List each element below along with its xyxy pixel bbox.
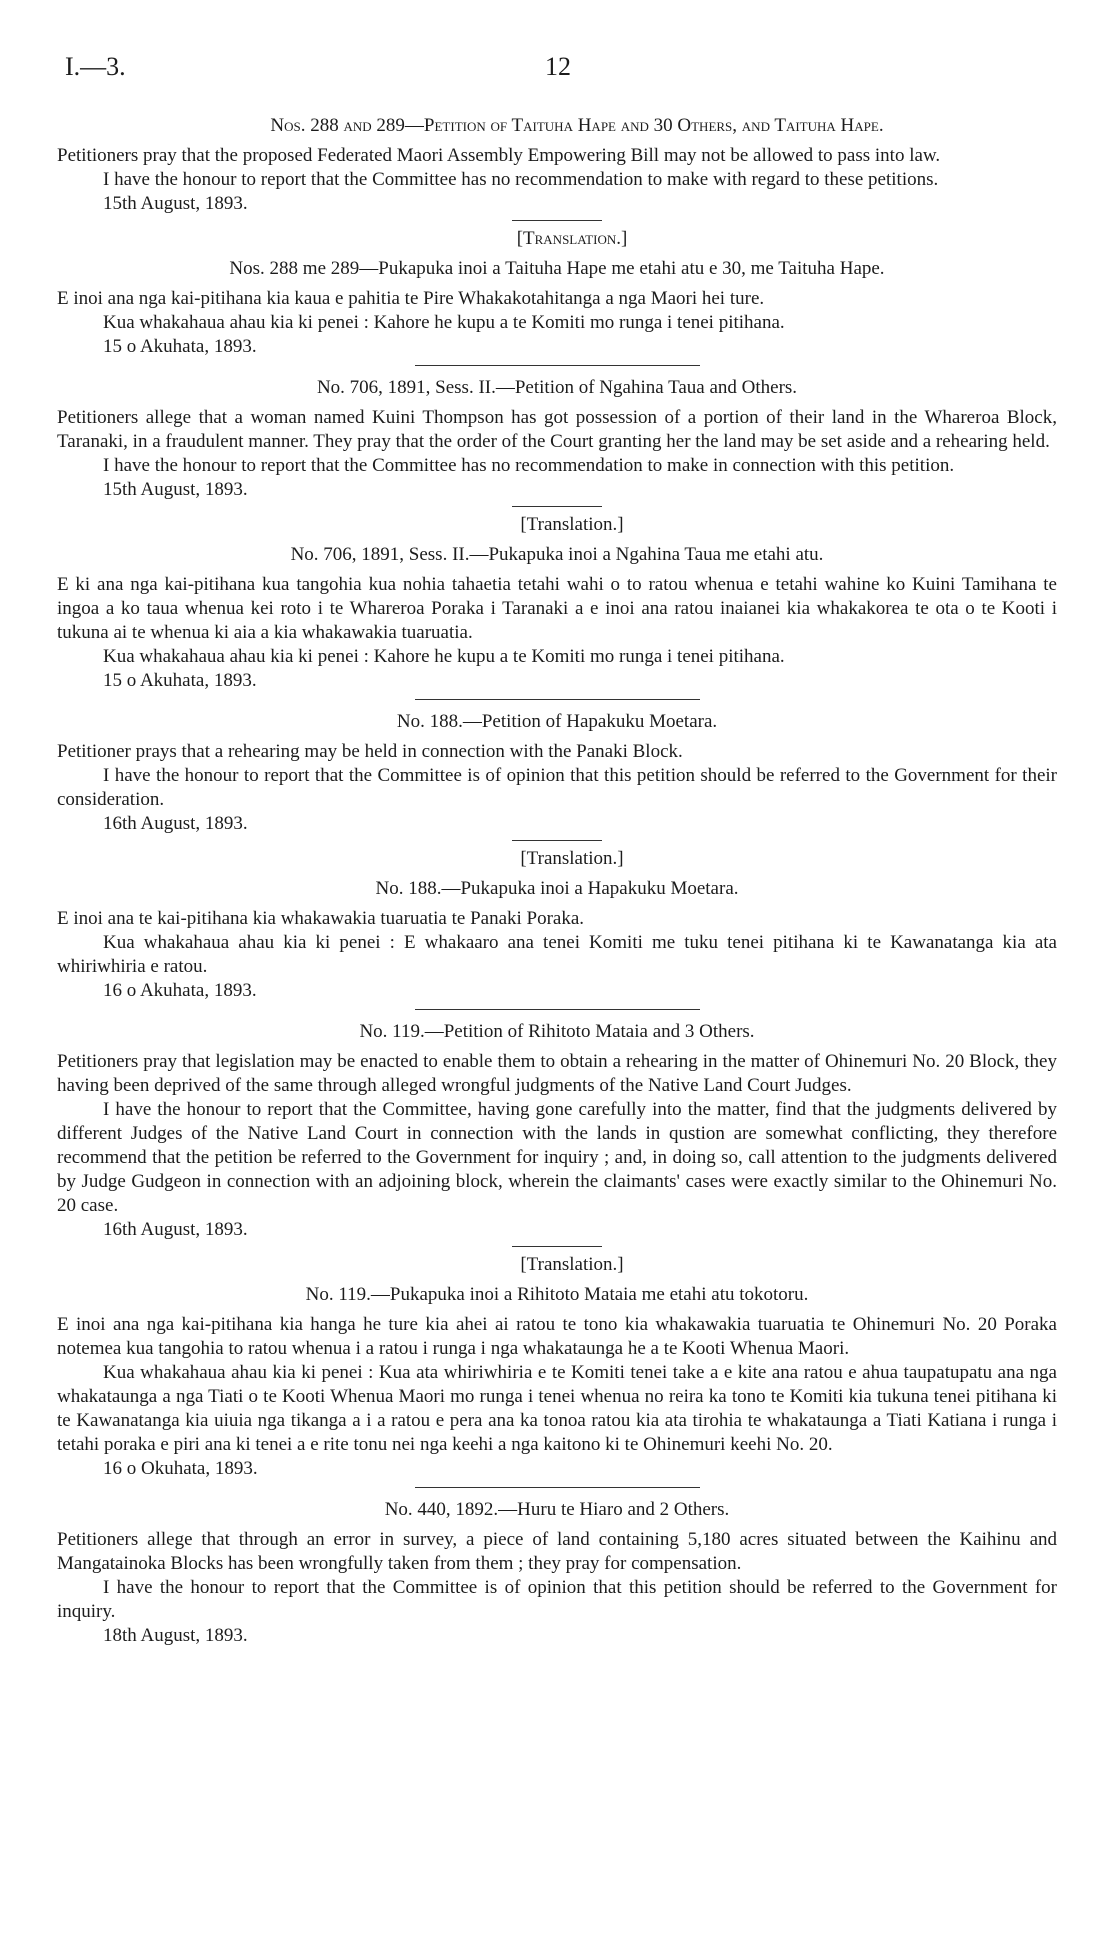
section-rule	[415, 1009, 700, 1010]
translation-title: No. 188.—Pukapuka inoi a Hapakuku Moetara.	[375, 878, 739, 899]
report-date: 15th August, 1893.	[103, 479, 248, 500]
petition-text: Petitioners pray that legislation may be enacted to enable them to obtain a rehearing in the matter of Ohinemuri No. 20 Block, they having been deprived of the same through alleged wrongful judgments of the Native Land Court Judges.	[57, 1051, 1057, 1096]
petition-section	[57, 1498, 1057, 1648]
translation-report: Kua whakahaua ahau kia ki penei : Kahore he kupu a te Komiti mo runga i tenei pitihana.	[103, 312, 785, 333]
paper-code: I.—3.	[65, 52, 126, 81]
translation-date: 15 o Akuhata, 1893.	[103, 670, 257, 691]
petition-text: Petitioner prays that a rehearing may be held in connection with the Panaki Block.	[57, 741, 683, 762]
translation-label: [Translation.]	[520, 848, 624, 869]
translation-label: [Translation.]	[520, 514, 624, 535]
petition-title: No. 119.—Petition of Rihitoto Mataia and 3 Others.	[359, 1021, 755, 1042]
petition-title: Nos. 288 and 289—Petition of Taituha Hape and 30 Others, and Taituha Hape.	[270, 115, 884, 136]
petition-title: No. 706, 1891, Sess. II.—Petition of Ngahina Taua and Others.	[316, 377, 798, 398]
translation-date: 16 o Akuhata, 1893.	[103, 980, 257, 1001]
translation-petition: E inoi ana te kai-pitihana kia whakawakia tuaruatia te Panaki Poraka.	[57, 908, 585, 929]
report-date: 16th August, 1893.	[103, 813, 248, 834]
petition-section	[57, 114, 1057, 366]
petition-title: No. 440, 1892.—Huru te Hiaro and 2 Others.	[384, 1499, 730, 1520]
translation-title: No. 119.—Pukapuka inoi a Rihitoto Mataia me etahi atu tokotoru.	[305, 1284, 809, 1305]
short-rule	[512, 840, 602, 841]
translation-label: [Translation.]	[516, 228, 628, 249]
petition-section	[57, 376, 1057, 700]
report-text: I have the honour to report that the Committee has no recommendation to make with regard to these petitions.	[103, 169, 939, 190]
translation-petition: E inoi ana nga kai-pitihana kia hanga he ture kia ahei ai ratou te tono kia whakawakia tuaruatia te Ohinemuri No. 20 Poraka notemea kua tangohia to ratou whenua i a ratou i runga i nga whakataunga he a te Kooti Whenua Maori.	[57, 1314, 1057, 1359]
section-rule	[415, 699, 700, 700]
petition-section	[57, 710, 1057, 1010]
petition-text: Petitioners allege that a woman named Kuini Thompson has got possession of a portion of their land in the Whareroa Block, Taranaki, in a fraudulent manner. They pray that the order of the Court granting her the land may be set aside and a rehearing held.	[57, 407, 1057, 452]
report-text: I have the honour to report that the Committee is of opinion that this petition should be referred to the Government for their consideration.	[57, 765, 1057, 810]
petition-text: Petitioners pray that the proposed Federated Maori Assembly Empowering Bill may not be allowed to pass into law.	[57, 145, 941, 166]
petition-section	[57, 1020, 1057, 1488]
translation-petition: E ki ana nga kai-pitihana kua tangohia kua nohia tahaetia tetahi wahi o to ratou whenua e tetahi wahine ko Kuini Tamihana te ingoa a ko taua whenua kei roto i te Whareroa Poraka i Taranaki a e inoi ana ratou inaianei kia whakakorea te ota o te Kooti i tukuna ai te whenua ki aia a kia whakawakia tuaruatia.	[57, 574, 1057, 643]
report-date: 15th August, 1893.	[103, 193, 248, 214]
petition-text: Petitioners allege that through an error in survey, a piece of land containing 5,180 acres situated between the Kaihinu and Mangatainoka Blocks has been wrongfully taken from them ; they pray for compensation.	[57, 1529, 1057, 1574]
report-text: I have the honour to report that the Committee, having gone carefully into the matter, find that the judgments delivered by different Judges of the Native Land Court in connection with the lands in qustion are somewhat conflicting, they therefore recommend that the petition be referred to the Government for inquiry ; and, in doing so, call attention to the judgments delivered by Judge Gudgeon in connection with an adjoining block, wherein the claimants' cases were exactly similar to the Ohinemuri No. 20 case.	[57, 1099, 1057, 1216]
section-rule	[415, 365, 700, 366]
translation-title: No. 706, 1891, Sess. II.—Pukapuka inoi a Ngahina Taua me etahi atu.	[290, 544, 824, 565]
translation-date: 16 o Okuhata, 1893.	[103, 1458, 258, 1479]
report-text: I have the honour to report that the Committee is of opinion that this petition should be referred to the Government for inquiry.	[57, 1577, 1057, 1622]
petition-title: No. 188.—Petition of Hapakuku Moetara.	[396, 711, 718, 732]
short-rule	[512, 1246, 602, 1247]
page-number: 12	[545, 52, 571, 81]
translation-report: Kua whakahaua ahau kia ki penei : Kahore he kupu a te Komiti mo runga i tenei pitihana.	[103, 646, 785, 667]
translation-label: [Translation.]	[520, 1254, 624, 1275]
page-header	[57, 52, 1057, 86]
translation-report: Kua whakahaua ahau kia ki penei : Kua ata whiriwhiria e te Komiti tenei take a e kite ana ratou e ahua taupatupatu ana nga whakataunga a nga Tiati o te Kooti Whenua Maori mo runga i tenei whenua no reira ka tono te Komiti kia tukuna tenei pitihana ki te Kawanatanga kia uiuia nga tikanga a i a ratou e pera ana ka tonoa ratou kia ata tirohia te whakataunga a Tiati Katiana i runga i tetahi poraka e piri ana ki tenei a e rite tonu nei nga keehi a nga kaitono ki te Ohinemuri keehi No. 20.	[57, 1362, 1057, 1455]
report-date: 18th August, 1893.	[103, 1625, 248, 1646]
translation-date: 15 o Akuhata, 1893.	[103, 336, 257, 357]
translation-title: Nos. 288 me 289—Pukapuka inoi a Taituha Hape me etahi atu e 30, me Taituha Hape.	[229, 258, 885, 279]
section-rule	[415, 1487, 700, 1488]
translation-petition: E inoi ana nga kai-pitihana kia kaua e pahitia te Pire Whakakotahitanga a nga Maori hei ture.	[57, 288, 765, 309]
page-content	[57, 114, 1057, 1648]
report-date: 16th August, 1893.	[103, 1219, 248, 1240]
translation-report: Kua whakahaua ahau kia ki penei : E whakaaro ana tenei Komiti me tuku tenei pitihana ki te Kawanatanga kia ata whiriwhiria e ratou.	[57, 932, 1057, 977]
short-rule	[512, 506, 602, 507]
short-rule	[512, 220, 602, 221]
report-text: I have the honour to report that the Committee has no recommendation to make in connection with this petition.	[103, 455, 955, 476]
